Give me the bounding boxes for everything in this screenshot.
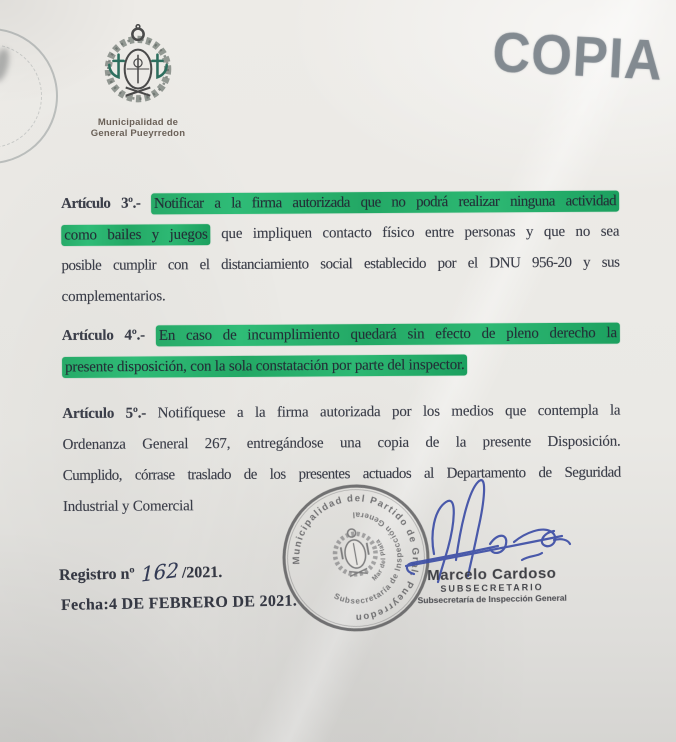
registro-label: Registro nº <box>58 565 135 584</box>
fecha-value: 4 DE FEBRERO DE 2021. <box>108 592 298 614</box>
text-line <box>62 318 620 352</box>
highlighted-text: Notificar a la firma autorizada que no podrá realizar ninguna actividad <box>151 190 619 214</box>
text-line <box>61 186 619 220</box>
text-line: posible cumplir con el distanciamiento social establecido por el DNU 956-20 y sus <box>61 254 620 274</box>
registro-line <box>59 558 223 585</box>
text-line: complementarios. <box>61 288 166 305</box>
highlighted-text: En caso de incumplimiento quedará sin efecto de pleno derecho la <box>156 322 620 346</box>
text-segment: que impliquen contacto físico entre personas y que no sea <box>210 223 620 243</box>
article-3-paragraph <box>61 186 620 313</box>
text-segment: Notifíquese a la firma autorizada por los medios que contempla la <box>157 402 621 422</box>
municipal-logo <box>62 24 214 139</box>
logo-org-line1: Municipalidad de <box>97 117 179 128</box>
signer-organization: Subsecretaría de Inspección General <box>417 592 567 606</box>
seal-center-emblem <box>331 526 379 579</box>
seal-inner-text: Subsecretaría de Inspección General <box>332 510 404 606</box>
signer-title: SUBSECRETARIO <box>440 582 544 594</box>
text-line: Ordenanza General 267, entregándose una copia de la presente Disposición. <box>62 433 621 453</box>
coat-of-arms-icon <box>95 24 181 110</box>
article-4-label: Artículo 4º.- <box>61 327 145 344</box>
fecha-line <box>61 592 297 615</box>
svg-text:Mar del Plata <box>364 537 391 583</box>
text-line: Cumplido, córrase traslado de los presentes actuados al Departamento de Seguridad <box>62 464 621 484</box>
text-line <box>62 396 620 430</box>
logo-org-line2: General Pueyrredon <box>90 128 186 139</box>
registro-number-handwritten: 162 <box>140 557 179 587</box>
seal-bottom-text: Mar del Plata <box>371 537 388 583</box>
fecha-label: Fecha: <box>60 596 110 614</box>
article-4-paragraph <box>62 318 620 383</box>
text-line <box>61 217 619 251</box>
registro-suffix: /2021. <box>181 563 223 582</box>
article-5-label: Artículo 5º.- <box>62 405 147 422</box>
signer-name: Marcelo Cardoso <box>427 564 557 585</box>
copia-watermark: COPIA <box>490 20 665 93</box>
document-body <box>61 186 621 523</box>
text-line <box>62 349 620 383</box>
text-line: Industrial y Comercial <box>62 498 194 515</box>
faint-stamp-icon <box>0 19 67 173</box>
highlighted-text: como bailes y juegos <box>61 224 210 246</box>
highlighted-text: presente disposición, con la sola constatación por parte del inspector. <box>62 354 468 377</box>
seal-outer-text: Municipalidad del Partido de Gral. Pueyrredon <box>291 493 421 623</box>
signer-block <box>406 565 579 607</box>
article-3-label: Artículo 3º.- <box>61 195 141 212</box>
